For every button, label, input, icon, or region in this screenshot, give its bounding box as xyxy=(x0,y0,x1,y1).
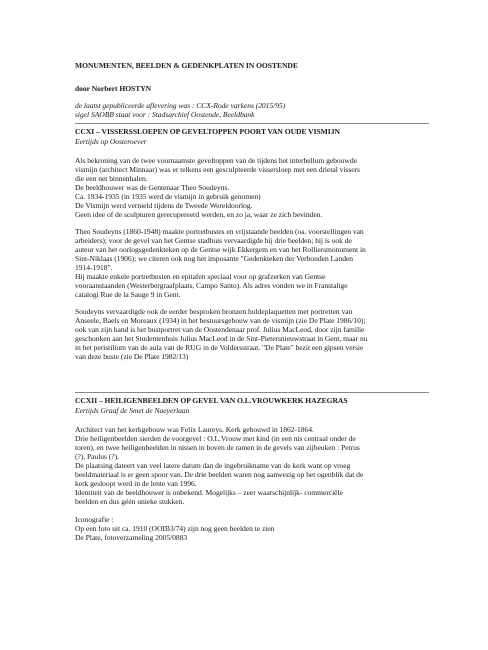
paragraph-line: Iconografie : xyxy=(75,515,114,524)
paragraph-line: van deze buste (zie De Plate 1982/13) xyxy=(75,352,189,361)
paragraph-line: Geen idee of de sculpturen gerecupereerd werden, en zo ja, waar ze zich bevinden. xyxy=(75,210,323,219)
document-title: MONUMENTEN, BEELDEN & GEDENKPLATEN IN OOSTENDE xyxy=(75,61,298,70)
paragraph-line: beelden en dus géén unieke stukken. xyxy=(75,497,185,506)
paragraph-line: catalogi Rue de la Sauge 9 in Gent. xyxy=(75,290,181,299)
paragraph-line: Identiteit van de beeldhouwer is onbekend. Mogelijks – zeer waarschijnlijk- commerciële xyxy=(75,488,343,497)
section-heading: CCXII – HEILIGENBEELDEN OP GEVEL VAN O.L.VROUWKERK HAZEGRAS xyxy=(75,396,348,405)
paragraph-line: 1914-1918". xyxy=(75,263,113,272)
paragraph-line: vooraanstaanden (Westerbergraafplaats, Campo Santo). Als adres vonden we in Franstalige xyxy=(75,281,348,290)
paragraph-line: vismijn (architect Minnaar) was er telkens een gesculpteerde vissersloep met een drietal vissers xyxy=(75,165,360,174)
paragraph-line: Theo Soudeyns (1860-1948) maakte portretbustes en vrijstaande beelden (oa. voorstellingen van xyxy=(75,227,364,236)
paragraph-line: Als bekroning van de twee voornaamste geveltoppen van de tijdens het interbellum gebouwde xyxy=(75,156,357,165)
paragraph-line: De Vismijn werd vernield tijdens de Tweede Wereldoorlog. xyxy=(75,201,253,210)
paragraph-line: De plaatsing dateert van veel latere datum dan de ingebruikname van de kerk want op vroeg xyxy=(75,461,351,470)
section-heading: CCXI – VISSERSSLOEPEN OP GEVELTOPPEN POORT VAN OUDE VISMIJN xyxy=(75,127,340,136)
paragraph-line: geschonken aan het Studentenhuis Julius MacLeod in de Sint-Pietersnieuwstraat in Gent, maar nu xyxy=(75,334,368,343)
paragraph-line: Sint-Niklaas (1906); we citeren ook nog het imposante "Gedenkteken der Verbonden Landen xyxy=(75,254,354,263)
author-line: door Norbert HOSTYN xyxy=(75,84,152,93)
section-subheading: Eertijds Graaf de Smet de Naeyerlaan xyxy=(75,406,190,415)
paragraph-line: De Plate, fotoverzameling 2005/0883 xyxy=(75,533,188,542)
section-divider xyxy=(75,123,429,124)
paragraph-line: die een net binnenhalen. xyxy=(75,174,148,183)
paragraph-line: beeldmateriaal is er geen spoor van. De drie beelden waren nog aanwezig op het ogenblik dat de xyxy=(75,470,364,479)
paragraph-line: Architect van het kerkgebouw was Felix Laureys. Kerk gebouwd in 1862-1864. xyxy=(75,425,314,434)
paragraph-line: ook van zijn hand is het bustportret van de Oostendenaar prof. Julius MacLeod, door zijn familie xyxy=(75,325,365,334)
paragraph-line: (?), Paulus (?). xyxy=(75,452,119,461)
meta-line: sigel SAOBB staat voor : Stadsarchief Oostende, Beeldbank xyxy=(75,110,255,119)
paragraph-line: kerk gesloopt werd in de lente van 1996. xyxy=(75,479,197,488)
paragraph-line: Anseele, Baels en Moreaux (1934) in het bestuursgebouw van de vismijn (zie De Plate 1986/10); xyxy=(75,316,366,325)
paragraph-line: Ca. 1934-1935 (in 1935 werd de vismijn in gebruik genomen) xyxy=(75,192,261,201)
meta-line: de laatst gepubliceerde aflevering was : CCX-Rode varkens (2015/95) xyxy=(75,101,286,110)
paragraph-line: toren), en twee heiligenbeelden in nissen in boven de ramen in de gevels van zijbeuken : Petrus xyxy=(75,443,360,452)
paragraph-line: Op een foto uit ca. 1910 (OOIB3/74) zijn nog geen beelden te zien xyxy=(75,524,275,533)
section-divider xyxy=(75,392,429,393)
paragraph-line: Hij maakte enkele portretbusten en epitafen speciaal voor op grafzerken van Gentse xyxy=(75,272,326,281)
section-subheading: Eertijds op Oosteroever xyxy=(75,137,147,146)
paragraph-line: arbeiders); voor de gevel van het Gentse stadhuis vervaardigde hij drie beelden; hij is ook de xyxy=(75,236,352,245)
paragraph-line: De beeldhouwer was de Gentenaar Theo Soudeyns. xyxy=(75,183,230,192)
paragraph-line: in het peristilium van de aula van de RUG in de Voldersstraat. "De Plate" bezit een gipsen versie xyxy=(75,343,364,352)
paragraph-line: Soudeyns vervaardigde ook de eerder besproken bronzen huldeplaquetten met portretten van xyxy=(75,307,353,316)
paragraph-line: auteur van het oorlogsgedenkteken op de Gentse wijk Ekkergem en van het Rolliersmonument in xyxy=(75,245,366,254)
paragraph-line: Drie heiligenbeelden sierden de voorgevel : O.L.Vrouw met kind (in een nis centraal onder de xyxy=(75,434,356,443)
